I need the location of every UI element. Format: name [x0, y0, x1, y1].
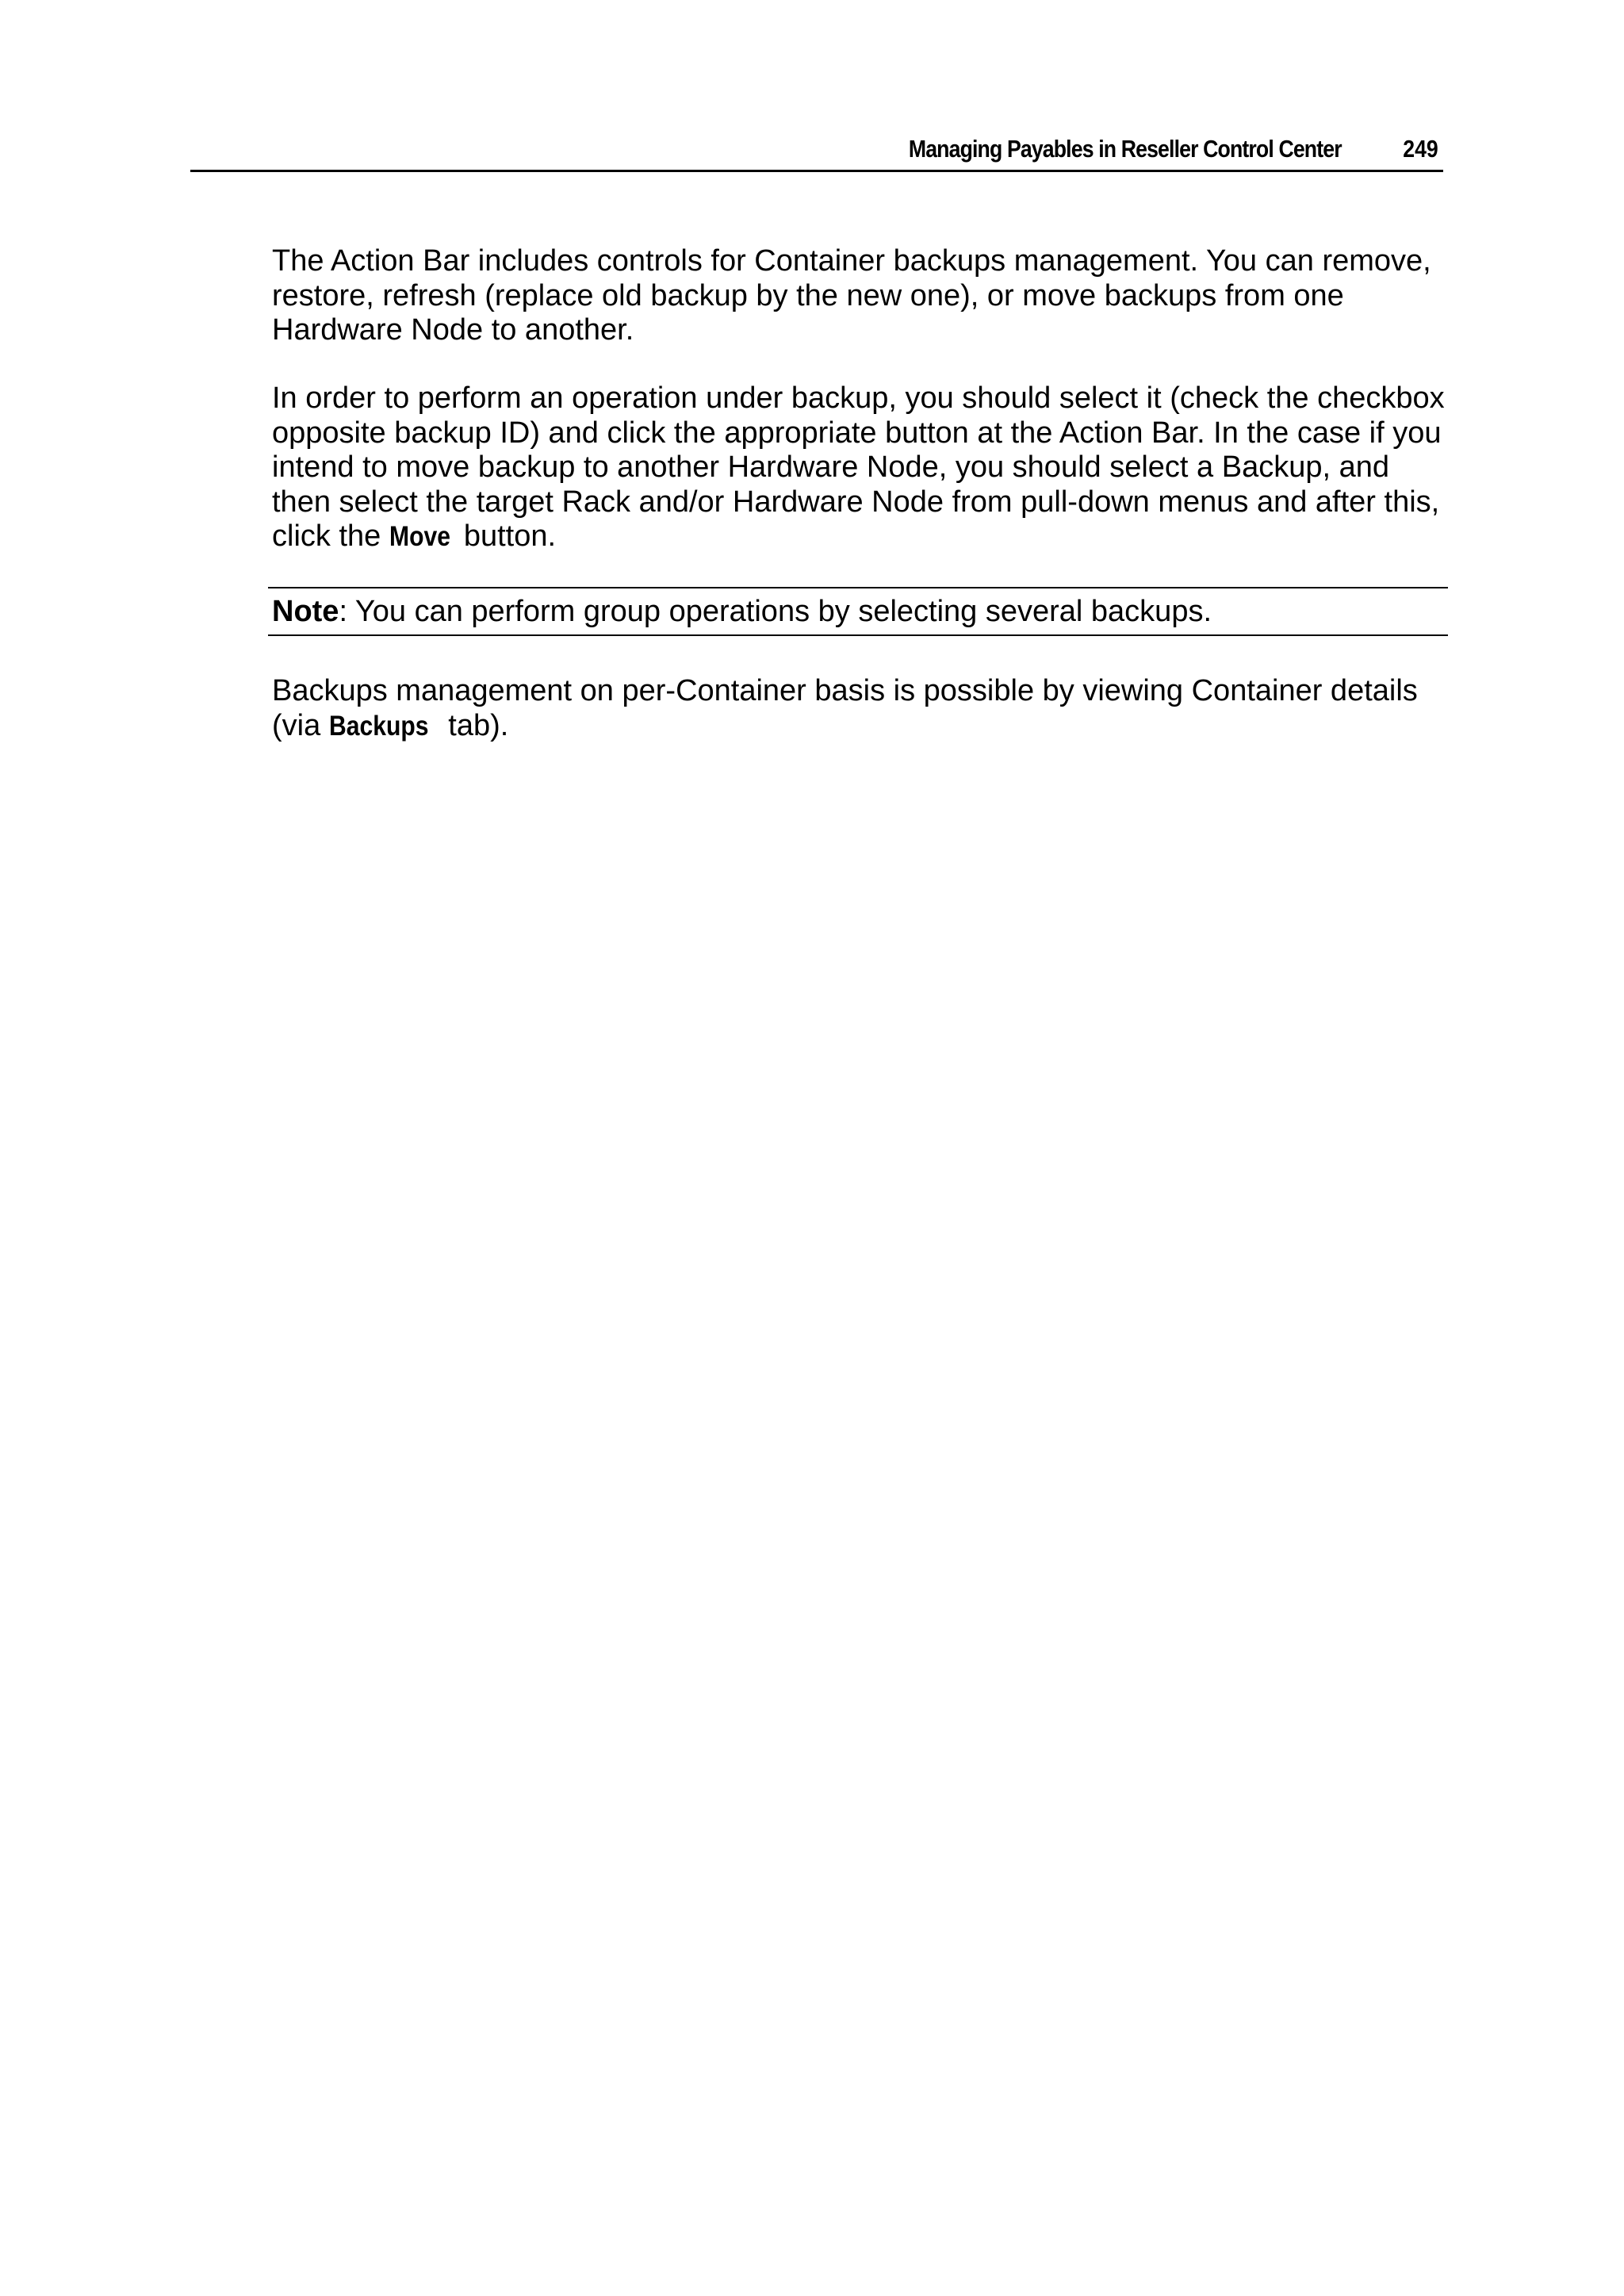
- paragraph-text: In order to perform an operation under backup, you should select it (check the checkbox opposite backup ID) and click the appropriate button at the Action Bar. In the case if you intend to move backup to another Hardware Node, you should select a Backup, and then select the target Rack and/or Hardware Node from pull-down menus and after this, click the: [272, 381, 1445, 553]
- note-box: [268, 587, 1448, 636]
- move-button-reference: Move: [389, 521, 450, 552]
- paragraph-action-bar: The Action Bar includes controls for Container backups management. You can remove, restore, refresh (replace old backup by the new one), or move backups from one Hardware Node to another.: [272, 244, 1431, 347]
- paragraph-text: button.: [455, 519, 557, 553]
- page-header: [190, 133, 1443, 172]
- note-label: Note: [272, 595, 339, 628]
- paragraph-perform-operation: [272, 381, 1446, 554]
- paragraph-text: tab).: [439, 708, 509, 742]
- page-number: 249: [1403, 135, 1438, 163]
- paragraph-text: Backups management on per-Container basis is possible by viewing Container details (via: [272, 674, 1418, 742]
- header-title: Managing Payables in Reseller Control Center: [909, 135, 1342, 163]
- note-text: [272, 595, 1212, 630]
- paragraph-per-container: [272, 674, 1446, 743]
- note-body: : You can perform group operations by selecting several backups.: [339, 595, 1212, 628]
- backups-tab-reference: Backups: [328, 710, 429, 742]
